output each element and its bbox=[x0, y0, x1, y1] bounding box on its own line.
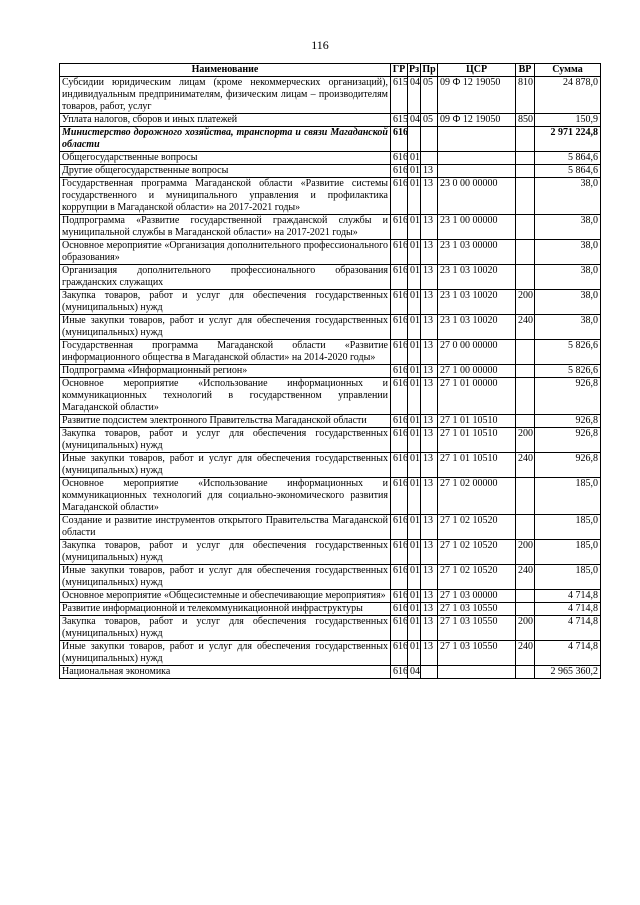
cell-csr: 27 1 03 00000 bbox=[438, 590, 516, 603]
cell-vr bbox=[516, 515, 535, 540]
cell-vr bbox=[516, 265, 535, 290]
cell-gr: 615 bbox=[391, 114, 408, 127]
cell-sum: 926,8 bbox=[535, 428, 601, 453]
cell-csr: 27 1 00 00000 bbox=[438, 365, 516, 378]
cell-gr: 616 bbox=[391, 616, 408, 641]
table-row bbox=[60, 590, 601, 603]
cell-name: Закупка товаров, работ и услуг для обеспечения государственных (муниципальных) нужд bbox=[60, 616, 391, 641]
cell-rz: 01 bbox=[408, 240, 421, 265]
cell-sum: 5 826,6 bbox=[535, 340, 601, 365]
cell-vr: 200 bbox=[516, 428, 535, 453]
cell-csr bbox=[438, 127, 516, 152]
table-row bbox=[60, 114, 601, 127]
cell-csr: 27 1 02 10520 bbox=[438, 565, 516, 590]
cell-csr: 27 1 02 10520 bbox=[438, 515, 516, 540]
column-header-rz: Рз bbox=[409, 64, 420, 75]
column-header-sum: Сумма bbox=[535, 64, 601, 77]
table-row bbox=[60, 290, 601, 315]
cell-name: Уплата налогов, сборов и иных платежей bbox=[60, 114, 391, 127]
cell-pr: 13 bbox=[421, 603, 438, 616]
cell-csr: 23 1 03 10020 bbox=[438, 265, 516, 290]
cell-name: Общегосударственные вопросы bbox=[60, 152, 391, 165]
cell-vr: 200 bbox=[516, 290, 535, 315]
table-row bbox=[60, 152, 601, 165]
table-row bbox=[60, 428, 601, 453]
column-header-gr: ГР bbox=[391, 64, 408, 77]
cell-csr: 23 1 03 00000 bbox=[438, 240, 516, 265]
cell-sum: 24 878,0 bbox=[535, 77, 601, 114]
cell-pr: 13 bbox=[421, 565, 438, 590]
cell-rz: 01 bbox=[408, 565, 421, 590]
cell-gr: 616 bbox=[391, 315, 408, 340]
cell-rz: 01 bbox=[408, 365, 421, 378]
cell-name: Развитие информационной и телекоммуникационной инфраструктуры bbox=[60, 603, 391, 616]
cell-sum: 185,0 bbox=[535, 515, 601, 540]
cell-vr: 850 bbox=[516, 114, 535, 127]
cell-gr: 616 bbox=[391, 340, 408, 365]
cell-name: Государственная программа Магаданской области «Развитие информационного общества в Магаданской области» на 2014-2020 годы» bbox=[60, 340, 391, 365]
cell-vr: 240 bbox=[516, 453, 535, 478]
column-header-csr: ЦСР bbox=[438, 64, 516, 77]
cell-gr: 616 bbox=[391, 178, 408, 215]
table-row bbox=[60, 340, 601, 365]
cell-pr: 13 bbox=[421, 641, 438, 666]
cell-gr: 616 bbox=[391, 540, 408, 565]
cell-gr: 616 bbox=[391, 290, 408, 315]
cell-vr bbox=[516, 666, 535, 679]
cell-vr: 240 bbox=[516, 565, 535, 590]
cell-rz: 01 bbox=[408, 152, 421, 165]
cell-pr: 13 bbox=[421, 178, 438, 215]
cell-pr bbox=[421, 666, 438, 679]
table-row bbox=[60, 378, 601, 415]
cell-vr bbox=[516, 127, 535, 152]
cell-name: Подпрограмма «Развитие государственной гражданской службы и муниципальной службы в Магаданской области» на 2017-2021 годы» bbox=[60, 215, 391, 240]
cell-pr: 13 bbox=[421, 428, 438, 453]
cell-pr: 13 bbox=[421, 616, 438, 641]
cell-vr bbox=[516, 365, 535, 378]
cell-gr: 616 bbox=[391, 590, 408, 603]
cell-sum: 5 826,6 bbox=[535, 365, 601, 378]
cell-gr: 616 bbox=[391, 240, 408, 265]
table-row bbox=[60, 365, 601, 378]
cell-vr bbox=[516, 152, 535, 165]
table-row bbox=[60, 415, 601, 428]
cell-name: Закупка товаров, работ и услуг для обеспечения государственных (муниципальных) нужд bbox=[60, 540, 391, 565]
cell-sum: 150,9 bbox=[535, 114, 601, 127]
cell-pr: 13 bbox=[421, 290, 438, 315]
cell-sum: 38,0 bbox=[535, 178, 601, 215]
cell-rz: 01 bbox=[408, 378, 421, 415]
cell-pr: 13 bbox=[421, 365, 438, 378]
cell-rz: 01 bbox=[408, 590, 421, 603]
cell-csr: 27 1 01 10510 bbox=[438, 453, 516, 478]
cell-name: Государственная программа Магаданской области «Развитие системы государственного и муниципального управления и профилактика коррупции в Магаданской области» на 2017-2021 годы» bbox=[60, 178, 391, 215]
cell-gr: 616 bbox=[391, 603, 408, 616]
cell-rz: 01 bbox=[408, 616, 421, 641]
cell-pr: 13 bbox=[421, 590, 438, 603]
cell-vr bbox=[516, 340, 535, 365]
cell-sum: 926,8 bbox=[535, 415, 601, 428]
cell-name: Развитие подсистем электронного Правительства Магаданской области bbox=[60, 415, 391, 428]
cell-sum: 4 714,8 bbox=[535, 590, 601, 603]
cell-vr: 240 bbox=[516, 315, 535, 340]
cell-rz: 01 bbox=[408, 453, 421, 478]
column-header-vr: ВР bbox=[516, 64, 535, 77]
cell-name: Национальная экономика bbox=[60, 666, 391, 679]
cell-sum: 4 714,8 bbox=[535, 641, 601, 666]
cell-pr: 13 bbox=[421, 165, 438, 178]
cell-rz: 01 bbox=[408, 603, 421, 616]
cell-gr: 616 bbox=[391, 641, 408, 666]
cell-rz: 04 bbox=[408, 77, 421, 114]
cell-rz: 01 bbox=[408, 428, 421, 453]
cell-gr: 616 bbox=[391, 666, 408, 679]
cell-pr: 13 bbox=[421, 478, 438, 515]
table-row bbox=[60, 641, 601, 666]
cell-pr: 13 bbox=[421, 215, 438, 240]
cell-gr: 616 bbox=[391, 365, 408, 378]
cell-vr bbox=[516, 240, 535, 265]
cell-csr: 09 Ф 12 19050 bbox=[438, 77, 516, 114]
table-row bbox=[60, 265, 601, 290]
cell-name: Министерство дорожного хозяйства, транспорта и связи Магаданской области bbox=[60, 127, 391, 152]
cell-rz: 01 bbox=[408, 265, 421, 290]
cell-name: Иные закупки товаров, работ и услуг для обеспечения государственных (муниципальных) нужд bbox=[60, 453, 391, 478]
cell-csr: 23 1 03 10020 bbox=[438, 315, 516, 340]
cell-sum: 38,0 bbox=[535, 290, 601, 315]
cell-rz: 01 bbox=[408, 215, 421, 240]
cell-csr bbox=[438, 666, 516, 679]
cell-name: Основное мероприятие «Использование информационных и коммуникационных технологий в государственном управлении Магаданской области» bbox=[60, 378, 391, 415]
column-header-name: Наименование bbox=[60, 64, 391, 77]
cell-gr: 616 bbox=[391, 378, 408, 415]
cell-rz bbox=[408, 127, 421, 152]
cell-name: Основное мероприятие «Использование информационных и коммуникационных технологий для социально-экономического развития Магаданской области» bbox=[60, 478, 391, 515]
table-row bbox=[60, 478, 601, 515]
table-row bbox=[60, 178, 601, 215]
cell-gr: 616 bbox=[391, 515, 408, 540]
cell-sum: 2 965 360,2 bbox=[535, 666, 601, 679]
cell-name: Создание и развитие инструментов открытого Правительства Магаданской области bbox=[60, 515, 391, 540]
cell-sum: 926,8 bbox=[535, 453, 601, 478]
cell-csr: 27 1 03 10550 bbox=[438, 603, 516, 616]
cell-pr: 13 bbox=[421, 240, 438, 265]
table-row bbox=[60, 603, 601, 616]
cell-csr bbox=[438, 152, 516, 165]
cell-vr bbox=[516, 590, 535, 603]
cell-vr bbox=[516, 603, 535, 616]
cell-pr: 05 bbox=[421, 77, 438, 114]
cell-sum: 926,8 bbox=[535, 378, 601, 415]
table-row bbox=[60, 215, 601, 240]
cell-name: Организация дополнительного профессионального образования гражданских служащих bbox=[60, 265, 391, 290]
cell-gr: 615 bbox=[391, 77, 408, 114]
cell-vr: 200 bbox=[516, 540, 535, 565]
cell-name: Иные закупки товаров, работ и услуг для обеспечения государственных (муниципальных) нужд bbox=[60, 315, 391, 340]
cell-rz: 01 bbox=[408, 415, 421, 428]
cell-pr: 13 bbox=[421, 340, 438, 365]
cell-rz: 01 bbox=[408, 515, 421, 540]
cell-rz: 04 bbox=[408, 666, 421, 679]
table-row bbox=[60, 165, 601, 178]
cell-sum: 38,0 bbox=[535, 240, 601, 265]
cell-pr: 13 bbox=[421, 540, 438, 565]
cell-name: Подпрограмма «Информационный регион» bbox=[60, 365, 391, 378]
cell-pr bbox=[421, 127, 438, 152]
cell-pr: 13 bbox=[421, 378, 438, 415]
cell-rz: 01 bbox=[408, 478, 421, 515]
cell-sum: 4 714,8 bbox=[535, 616, 601, 641]
cell-name: Иные закупки товаров, работ и услуг для обеспечения государственных (муниципальных) нужд bbox=[60, 565, 391, 590]
cell-name: Основное мероприятие «Общесистемные и обеспечивающие мероприятия» bbox=[60, 590, 391, 603]
cell-rz: 01 bbox=[408, 641, 421, 666]
cell-rz: 01 bbox=[408, 340, 421, 365]
cell-vr: 240 bbox=[516, 641, 535, 666]
table-row bbox=[60, 666, 601, 679]
cell-csr: 27 1 01 00000 bbox=[438, 378, 516, 415]
cell-name: Закупка товаров, работ и услуг для обеспечения государственных (муниципальных) нужд bbox=[60, 290, 391, 315]
cell-sum: 4 714,8 bbox=[535, 603, 601, 616]
cell-vr bbox=[516, 415, 535, 428]
cell-pr: 13 bbox=[421, 315, 438, 340]
cell-sum: 38,0 bbox=[535, 215, 601, 240]
table-row bbox=[60, 453, 601, 478]
cell-csr: 27 1 02 00000 bbox=[438, 478, 516, 515]
cell-gr: 616 bbox=[391, 565, 408, 590]
cell-csr: 23 0 00 00000 bbox=[438, 178, 516, 215]
table-row bbox=[60, 127, 601, 152]
table-row bbox=[60, 77, 601, 114]
cell-gr: 616 bbox=[391, 428, 408, 453]
cell-gr: 616 bbox=[391, 165, 408, 178]
cell-pr bbox=[421, 152, 438, 165]
cell-pr: 13 bbox=[421, 415, 438, 428]
cell-vr bbox=[516, 165, 535, 178]
cell-sum: 185,0 bbox=[535, 540, 601, 565]
cell-name: Иные закупки товаров, работ и услуг для обеспечения государственных (муниципальных) нужд bbox=[60, 641, 391, 666]
table-row bbox=[60, 315, 601, 340]
cell-csr: 27 1 01 10510 bbox=[438, 428, 516, 453]
cell-gr: 616 bbox=[391, 265, 408, 290]
cell-sum: 38,0 bbox=[535, 315, 601, 340]
budget-table bbox=[59, 63, 601, 679]
cell-gr: 616 bbox=[391, 415, 408, 428]
cell-pr: 05 bbox=[421, 114, 438, 127]
cell-sum: 5 864,6 bbox=[535, 165, 601, 178]
cell-vr bbox=[516, 478, 535, 515]
table-body bbox=[60, 77, 601, 679]
table-row bbox=[60, 240, 601, 265]
cell-vr bbox=[516, 178, 535, 215]
cell-sum: 5 864,6 bbox=[535, 152, 601, 165]
page-number: 116 bbox=[311, 38, 329, 52]
cell-name: Закупка товаров, работ и услуг для обеспечения государственных (муниципальных) нужд bbox=[60, 428, 391, 453]
table-row bbox=[60, 565, 601, 590]
cell-csr: 23 1 00 00000 bbox=[438, 215, 516, 240]
cell-rz: 01 bbox=[408, 178, 421, 215]
cell-name: Другие общегосударственные вопросы bbox=[60, 165, 391, 178]
cell-csr: 27 1 02 10520 bbox=[438, 540, 516, 565]
cell-gr: 616 bbox=[391, 453, 408, 478]
cell-vr: 200 bbox=[516, 616, 535, 641]
table-row bbox=[60, 616, 601, 641]
cell-rz: 01 bbox=[408, 540, 421, 565]
table-header-row bbox=[60, 64, 601, 77]
cell-csr: 27 1 01 10510 bbox=[438, 415, 516, 428]
cell-rz: 01 bbox=[408, 165, 421, 178]
cell-vr bbox=[516, 378, 535, 415]
cell-gr: 616 bbox=[391, 152, 408, 165]
column-header-pr: Пр bbox=[422, 64, 436, 75]
cell-rz: 04 bbox=[408, 114, 421, 127]
cell-name: Субсидии юридическим лицам (кроме некоммерческих организаций), индивидуальным предпринимателям, физическим лицам – производителям товаров, работ, услуг bbox=[60, 77, 391, 114]
cell-vr: 810 bbox=[516, 77, 535, 114]
cell-gr: 616 bbox=[391, 127, 408, 152]
cell-csr: 09 Ф 12 19050 bbox=[438, 114, 516, 127]
cell-sum: 185,0 bbox=[535, 478, 601, 515]
cell-name: Основное мероприятие «Организация дополнительного профессионального образования» bbox=[60, 240, 391, 265]
cell-pr: 13 bbox=[421, 453, 438, 478]
cell-csr: 27 1 03 10550 bbox=[438, 616, 516, 641]
cell-csr: 23 1 03 10020 bbox=[438, 290, 516, 315]
cell-sum: 38,0 bbox=[535, 265, 601, 290]
cell-rz: 01 bbox=[408, 315, 421, 340]
cell-pr: 13 bbox=[421, 515, 438, 540]
table-row bbox=[60, 515, 601, 540]
cell-sum: 185,0 bbox=[535, 565, 601, 590]
cell-rz: 01 bbox=[408, 290, 421, 315]
cell-gr: 616 bbox=[391, 478, 408, 515]
cell-sum: 2 971 224,8 bbox=[535, 127, 601, 152]
cell-gr: 616 bbox=[391, 215, 408, 240]
table-row bbox=[60, 540, 601, 565]
cell-csr: 27 1 03 10550 bbox=[438, 641, 516, 666]
cell-vr bbox=[516, 215, 535, 240]
cell-csr: 27 0 00 00000 bbox=[438, 340, 516, 365]
cell-csr bbox=[438, 165, 516, 178]
cell-pr: 13 bbox=[421, 265, 438, 290]
